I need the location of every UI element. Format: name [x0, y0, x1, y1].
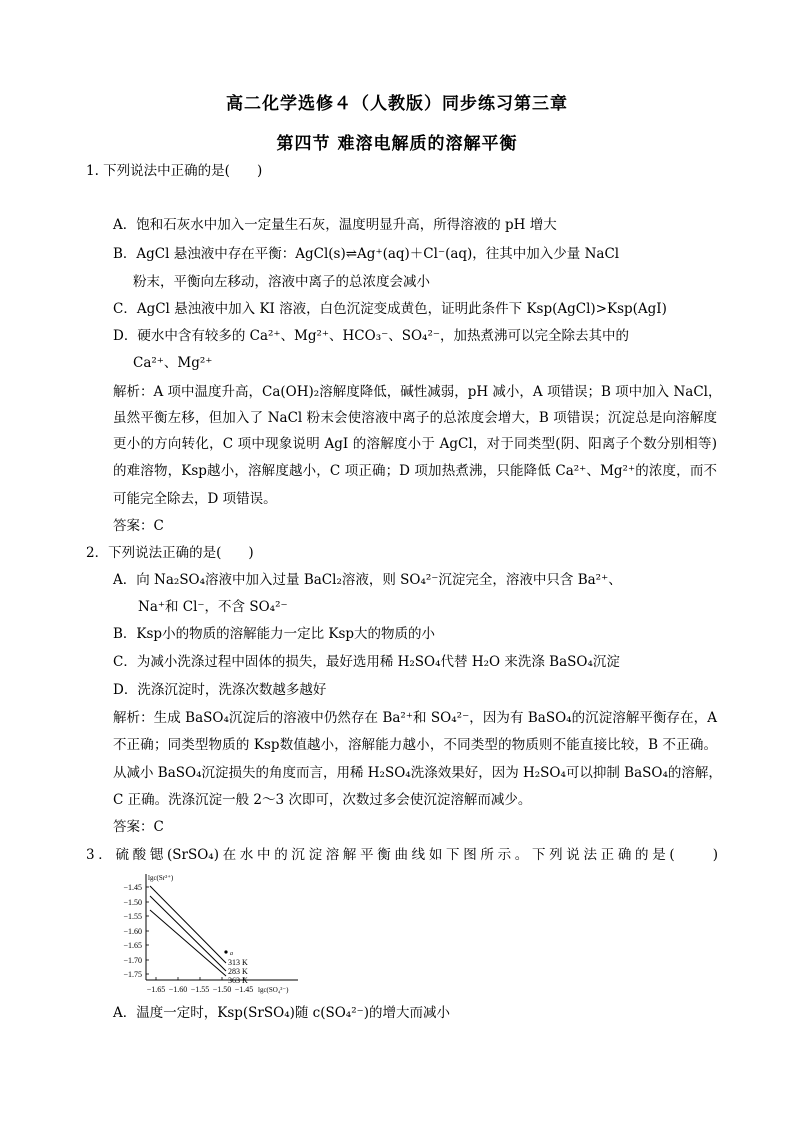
q2-option-c: C．为减小洗涤过程中固体的损失，最好选用稀 H₂SO₄代替 H₂O 来洗涤 BaSO₄沉淀: [113, 654, 620, 670]
curve-363k: [150, 910, 226, 976]
q2-option-b: B．Ksp小的物质的溶解能力一定比 Ksp大的物质的小: [113, 626, 436, 642]
y-tick-label: −1.70: [123, 956, 142, 965]
q2-stem: 2．下列说法正确的是( ): [86, 545, 254, 561]
q2-explanation-line3: 从减小 BaSO₄沉淀损失的角度而言，用稀 H₂SO₄洗涤效果好，因为 H₂SO₄可以抑制 BaSO₄的溶解，: [113, 765, 722, 781]
y-tick-label: −1.45: [123, 883, 142, 892]
x-tick-label: −1.55: [190, 985, 210, 994]
q1-option-b-line1: B．AgCl 悬浊液中存在平衡：AgCl(s)⇌Ag⁺(aq)＋Cl⁻(aq)，往其中加入少量 NaCl: [113, 246, 620, 262]
q1-answer: 答案：C: [113, 518, 164, 534]
point-a-label: a: [230, 951, 233, 957]
q1-explanation-line3: 更小的方向转化，C 项中现象说明 AgI 的溶解度小于 AgCl，对于同类型(阴、阳离子个数分别相等): [113, 436, 717, 452]
section-subtitle: 第四节 难溶电解质的溶解平衡: [276, 134, 518, 154]
point-a-marker: [224, 950, 227, 953]
q2-option-a-line1: A．向 Na₂SO₄溶液中加入过量 BaCl₂溶液，则 SO₄²⁻沉淀完全，溶液中只含 Ba²⁺、: [113, 572, 622, 588]
x-tick-label: −1.45: [234, 985, 254, 994]
q1-option-d-line1: D．硬水中含有较多的 Ca²⁺、Mg²⁺、HCO₃⁻、SO₄²⁻，加热煮沸可以完全除去其中的: [113, 328, 630, 344]
q1-option-d-line2: Ca²⁺、Mg²⁺: [133, 355, 213, 371]
q2-explanation-line2: 不正确；同类型物质的 Ksp数值越小，溶解能力越小，不同类型的物质则不能直接比较，B 不正确。: [113, 737, 717, 753]
document-title: 高二化学选修４（人教版）同步练习第三章: [226, 94, 568, 114]
x-tick-label: −1.50: [212, 985, 232, 994]
q3-option-a: A．温度一定时，Ksp(SrSO₄)随 c(SO₄²⁻)的增大而减小: [113, 1005, 451, 1021]
q2-answer: 答案：C: [113, 819, 164, 835]
q1-explanation-line1: 解析：A 项中温度升高，Ca(OH)₂溶解度降低，碱性减弱，pH 减小，A 项错误；B 项中加入 NaCl，: [113, 384, 722, 400]
y-tick-label: −1.55: [123, 912, 142, 921]
y-tick-label: −1.65: [123, 941, 142, 950]
q1-option-c: C．AgCl 悬浊液中加入 KI 溶液，白色沉淀变成黄色，证明此条件下 Ksp(AgCl)>Ksp(AgI): [113, 301, 667, 317]
q3-stem: 3．硫酸锶(SrSO₄)在水中的沉淀溶解平衡曲线如下图所示。下列说法正确的是( ): [86, 847, 718, 863]
x-tick-label: −1.65: [146, 985, 166, 994]
q1-option-b-line2: 粉末，平衡向左移动，溶液中离子的总浓度会减小: [133, 274, 430, 290]
x-axis-label: lgc(SO₄²⁻): [258, 986, 289, 994]
curve-283k: [150, 896, 226, 971]
y-tick-label: −1.75: [123, 970, 142, 979]
q2-option-a-line2: Na⁺和 Cl⁻，不含 SO₄²⁻: [138, 599, 288, 615]
q1-option-a: A．饱和石灰水中加入一定量生石灰，温度明显升高，所得溶液的 pH 增大: [113, 217, 557, 233]
q1-explanation-line5: 可能完全除去，D 项错误。: [113, 491, 277, 507]
y-tick-label: −1.50: [123, 898, 142, 907]
x-tick-label: −1.60: [168, 985, 188, 994]
y-axis-label: lgc(Sr²⁺): [148, 874, 174, 882]
curve-label-363k: 363 K: [228, 976, 248, 985]
q2-explanation-line4: C 正确。洗涤沉淀一般 2～3 次即可，次数过多会使沉淀溶解而减少。: [113, 792, 532, 808]
q2-option-d: D．洗涤沉淀时，洗涤次数越多越好: [113, 682, 327, 698]
q2-explanation-line1: 解析：生成 BaSO₄沉淀后的溶液中仍然存在 Ba²⁺和 SO₄²⁻，因为有 BaSO₄的沉淀溶解平衡存在，A: [113, 710, 717, 726]
curve-label-283k: 283 K: [228, 967, 248, 976]
curve-label-313k: 313 K: [228, 958, 248, 967]
curve-313k: [150, 886, 226, 963]
solubility-equilibrium-figure: [108, 868, 328, 998]
q1-explanation-line4: 的难溶物，Ksp越小，溶解度越小，C 项正确；D 项加热煮沸，只能降低 Ca²⁺、Mg²⁺的浓度，而不: [113, 463, 717, 479]
y-tick-label: −1.60: [123, 927, 142, 936]
q1-explanation-line2: 虽然平衡左移，但加入了 NaCl 粉末会使溶液中离子的总浓度会增大，B 项错误；沉淀总是向溶解度: [113, 410, 717, 426]
q1-stem: 1. 下列说法中正确的是( ): [86, 163, 263, 179]
